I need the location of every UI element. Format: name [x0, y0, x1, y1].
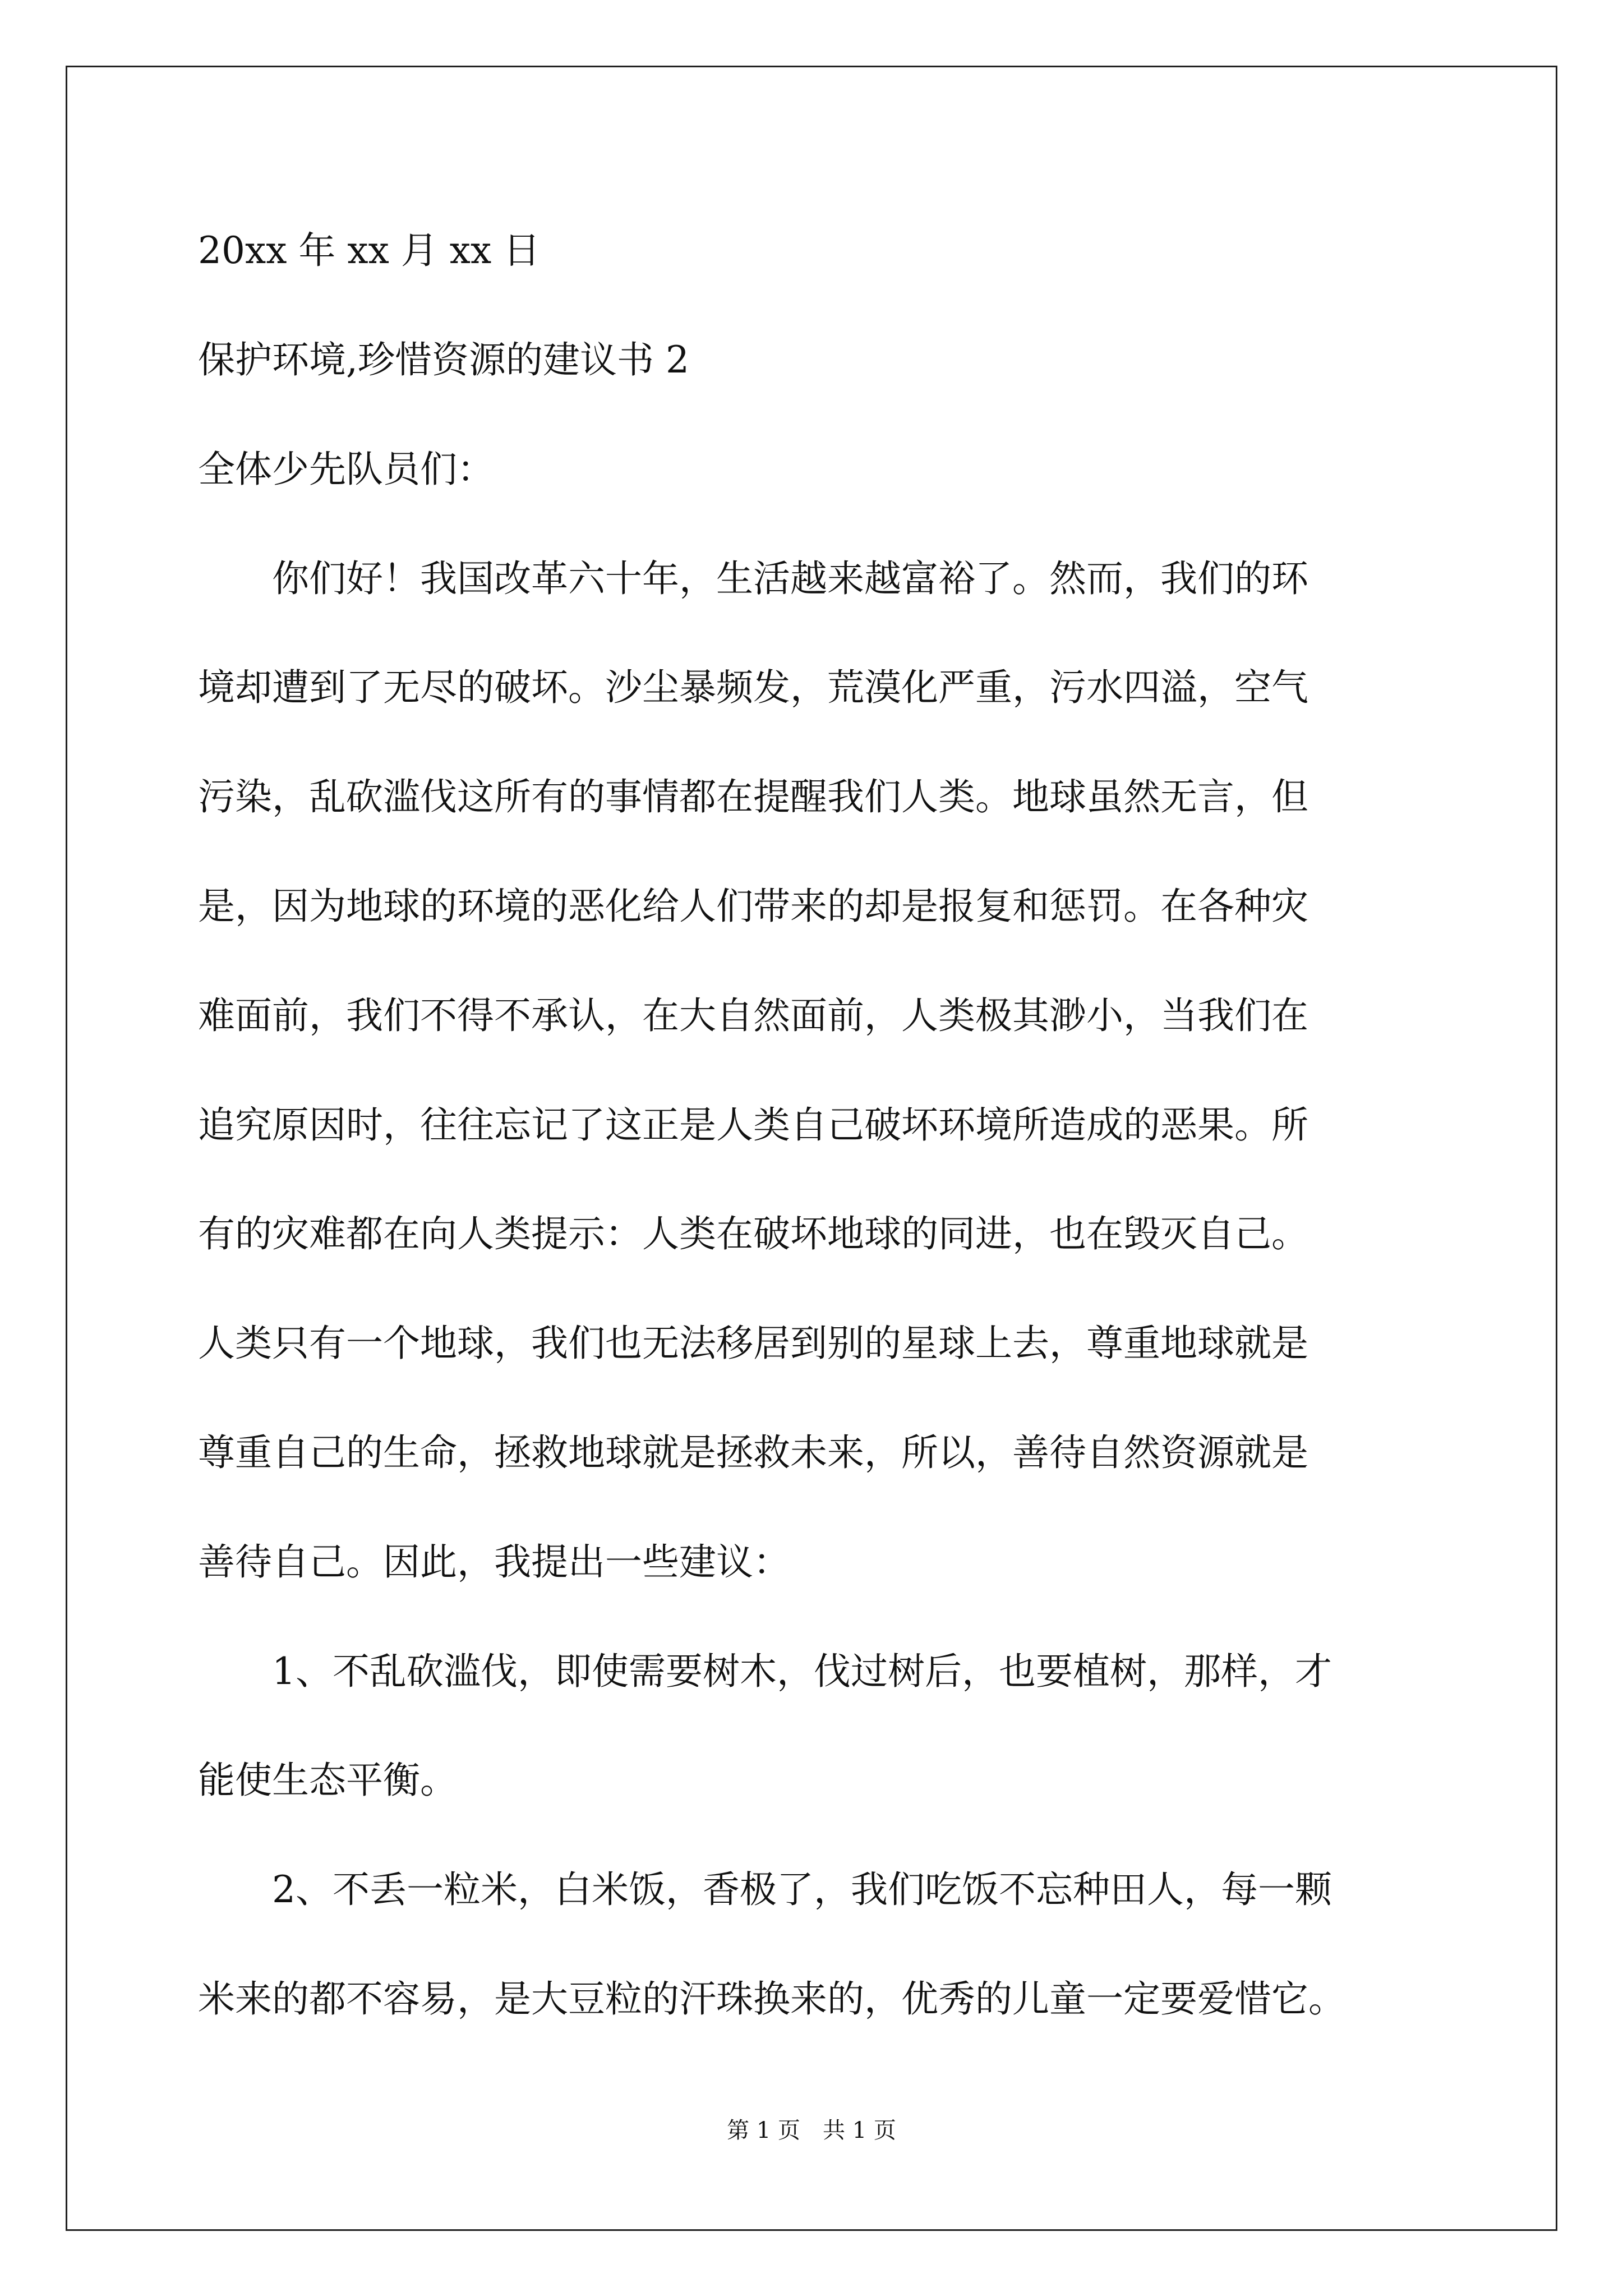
- paragraph-line: 人类只有一个地球，我们也无法移居到别的星球上去，尊重地球就是: [198, 1322, 1308, 1365]
- document-date: 20xx 年 xx 月 xx 日: [198, 229, 541, 272]
- suggestion-line: 2、不丢一粒米，白米饭，香极了，我们吃饭不忘种田人，每一颗: [272, 1868, 1332, 1911]
- paragraph-line: 境却遭到了无尽的破坏。沙尘暴频发，荒漠化严重，污水四溢，空气: [198, 666, 1308, 709]
- page-number-footer: 第 1 页 共 1 页: [727, 2118, 896, 2143]
- suggestion-line: 能使生态平衡。: [198, 1759, 457, 1802]
- paragraph-line: 尊重自己的生命，拯救地球就是拯救未来，所以，善待自然资源就是: [198, 1431, 1308, 1474]
- paragraph-line: 难面前，我们不得不承认，在大自然面前，人类极其渺小，当我们在: [198, 994, 1308, 1037]
- salutation: 全体少先队员们：: [198, 448, 494, 491]
- paragraph-line: 你们好！我国改革六十年，生活越来越富裕了。然而，我们的环: [272, 557, 1308, 600]
- paragraph-line: 善待自己。因此，我提出一些建议：: [198, 1540, 790, 1584]
- suggestion-line: 1、不乱砍滥伐，即使需要树木，伐过树后，也要植树，那样，才: [272, 1650, 1332, 1693]
- paragraph-line: 追究原因时，往往忘记了这正是人类自己破坏环境所造成的恶果。所: [198, 1103, 1308, 1147]
- paragraph-line: 污染，乱砍滥伐这所有的事情都在提醒我们人类。地球虽然无言，但: [198, 775, 1308, 818]
- suggestion-line: 米来的都不容易，是大豆粒的汗珠换来的，优秀的儿童一定要爱惜它。: [198, 1977, 1345, 2021]
- document-title: 保护环境,珍惜资源的建议书 2: [198, 338, 689, 381]
- paragraph-line: 是，因为地球的环境的恶化给人们带来的却是报复和惩罚。在各种灾: [198, 885, 1308, 928]
- paragraph-line: 有的灾难都在向人类提示：人类在破坏地球的同进，也在毁灭自己。: [198, 1212, 1308, 1255]
